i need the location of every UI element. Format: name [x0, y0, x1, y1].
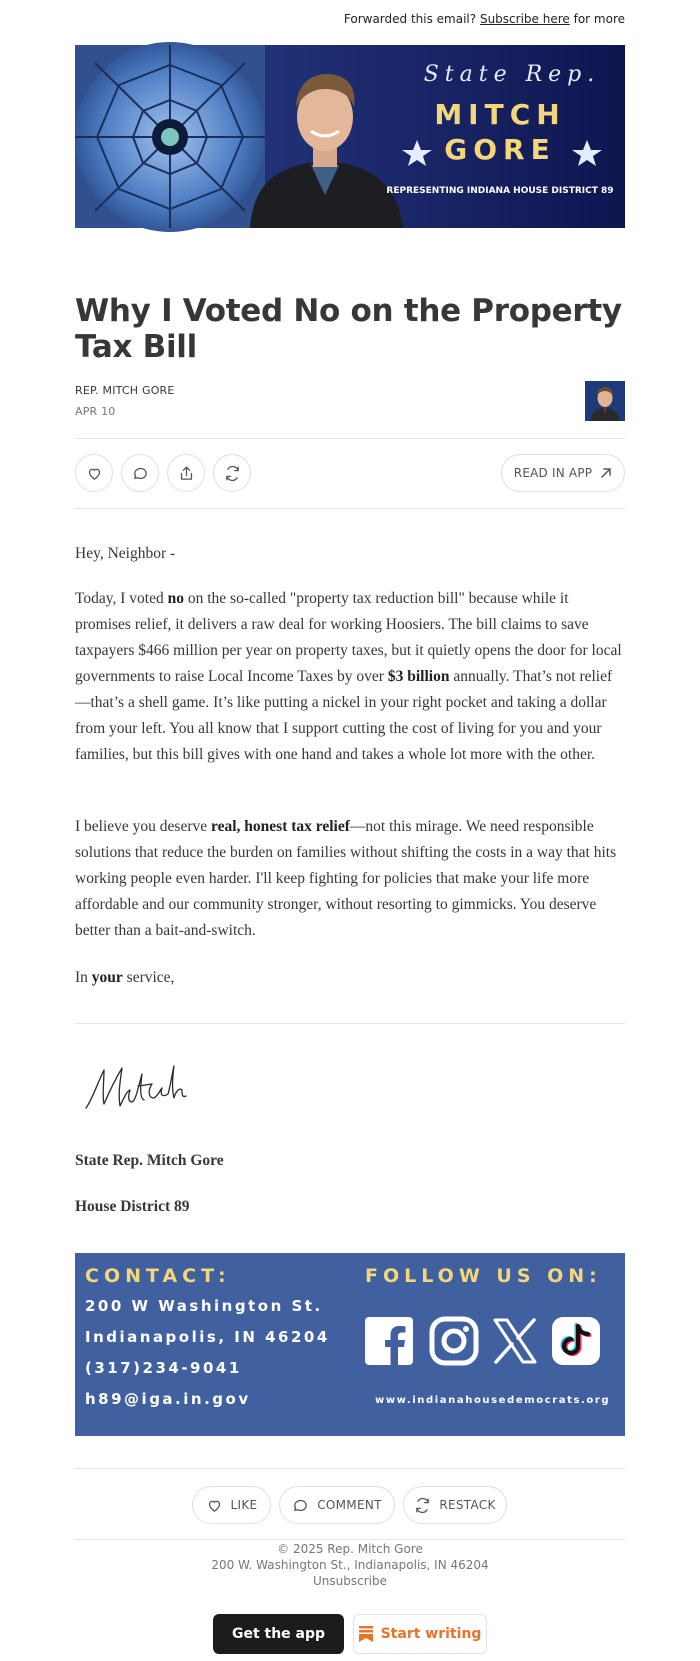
website-link[interactable]: www.indianahousedemocrats.org: [375, 1395, 611, 1406]
closing: In your service,: [75, 969, 175, 986]
divider: [75, 1539, 625, 1540]
comment-button[interactable]: [121, 454, 159, 492]
signature-text: Mitch: [82, 1047, 121, 1064]
tiktok-icon[interactable]: [551, 1316, 601, 1366]
like-button[interactable]: [75, 454, 113, 492]
comment-icon: [132, 465, 149, 482]
substack-logo-icon: [359, 1626, 373, 1642]
header-banner: [75, 45, 625, 228]
post-title: Why I Voted No on the Property Tax Bill: [75, 293, 622, 365]
facebook-icon[interactable]: [364, 1316, 414, 1366]
byline: [75, 384, 175, 418]
banner-first-name: MITCH: [434, 98, 566, 131]
instagram-icon[interactable]: [429, 1316, 479, 1366]
comment-label: COMMENT: [317, 1498, 382, 1512]
start-writing-label: Start writing: [380, 1626, 482, 1642]
footer-address: 200 W. Washington St., Indianapolis, IN 46204: [211, 1558, 489, 1572]
divider: [75, 1023, 625, 1024]
like-label: LIKE: [230, 1498, 258, 1512]
x-icon[interactable]: [490, 1316, 540, 1366]
signature-name: State Rep. Mitch Gore: [75, 1152, 224, 1169]
restack-icon: [224, 465, 241, 482]
start-writing-button[interactable]: [353, 1614, 487, 1654]
like-pill-button[interactable]: [192, 1486, 271, 1524]
read-in-app-button[interactable]: [501, 454, 625, 492]
contact-heading: CONTACT:: [85, 1265, 231, 1287]
follow-heading: FOLLOW US ON:: [365, 1265, 602, 1287]
contact-phone: (317)234-9041: [85, 1359, 242, 1377]
avatar[interactable]: [585, 381, 625, 421]
divider: [75, 1468, 625, 1469]
banner-kicker: State Rep.: [423, 62, 601, 87]
paragraph-1: Today, I voted no on the so-called "property tax reduction bill" because while it promises relief, it delivers a raw deal for working Hoosiers. The bill claims to save taxpayers $466 million per year on property taxes, but it quietly opens the door for local governments to raise Local Income Taxes by over $3 billion annually. That’s not relief—that’s a shell game. It’s like putting a nickel in your right pocket and taking a dollar from your left. You all know that I support cutting the cost of living for you and your families, but this bill gives with one hand and takes a whole lot more with the other.: [75, 590, 622, 763]
forwarded-prefix: Forwarded this email?: [343, 12, 477, 26]
post-date: APR 10: [75, 405, 116, 418]
contact-email[interactable]: h89@iga.in.gov: [85, 1390, 251, 1408]
author-name[interactable]: REP. MITCH GORE: [75, 384, 175, 397]
forwarded-suffix: for more: [573, 12, 625, 26]
greeting: Hey, Neighbor -: [75, 545, 176, 562]
divider: [75, 438, 625, 439]
comment-pill-button[interactable]: [279, 1486, 395, 1524]
paragraph-2: I believe you deserve real, honest tax relief—not this mirage. We need responsible solutions that reduce the burden on families without shifting the costs in a way that hits working people even harder. I'll keep fighting for policies that make your life more affordable and our community stronger, without resorting to gimmicks. You deserve better than a bait-and-switch.: [75, 818, 617, 939]
forwarded-notice: [344, 12, 625, 26]
subscribe-link[interactable]: Subscribe here: [479, 12, 570, 26]
comment-icon: [292, 1497, 309, 1514]
banner-district: REPRESENTING INDIANA HOUSE DISTRICT 89: [386, 186, 614, 196]
read-in-app-label: READ IN APP: [513, 466, 593, 480]
signature-district: House District 89: [75, 1198, 190, 1215]
get-the-app-button[interactable]: [213, 1614, 344, 1654]
unsubscribe-link[interactable]: Unsubscribe: [313, 1574, 387, 1588]
banner-image: [75, 45, 625, 228]
share-icon: [178, 465, 195, 482]
restack-label: RESTACK: [439, 1498, 496, 1512]
copyright: © 2025 Rep. Mitch Gore: [277, 1542, 423, 1556]
restack-button[interactable]: [213, 454, 251, 492]
get-the-app-label: Get the app: [231, 1626, 326, 1642]
contact-address-line1: 200 W Washington St.: [85, 1297, 323, 1315]
divider: [75, 508, 625, 509]
contact-address-line2: Indianapolis, IN 46204: [85, 1328, 330, 1346]
restack-icon: [414, 1497, 431, 1514]
heart-icon: [86, 465, 103, 482]
banner-last-name: GORE: [444, 133, 556, 166]
arrow-up-right-icon: [600, 467, 612, 479]
heart-icon: [206, 1497, 223, 1514]
contact-block: [75, 1253, 625, 1436]
share-button[interactable]: [167, 454, 205, 492]
handwritten-signature: [82, 1047, 192, 1120]
restack-pill-button[interactable]: [403, 1486, 507, 1524]
